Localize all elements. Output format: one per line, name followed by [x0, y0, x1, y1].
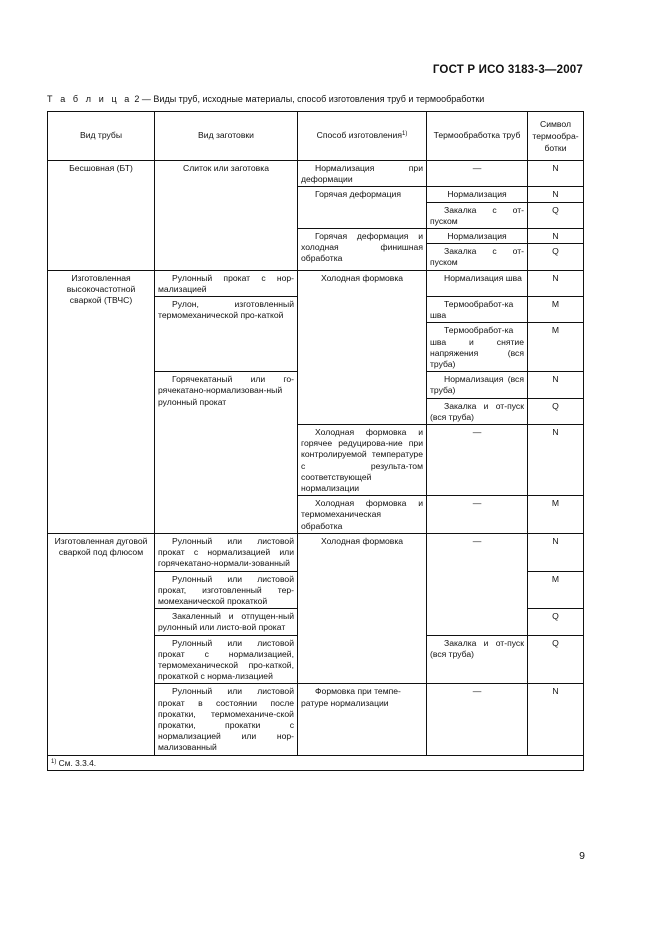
heat-treatment-cell: — [427, 425, 528, 496]
footnote-ref: 1) [402, 131, 408, 138]
method-cell: Формовка при темпе-ратуре нормализации [298, 684, 427, 755]
footnote-mark: 1) [51, 758, 57, 765]
symbol-cell: N [528, 684, 584, 755]
method-cell: Горячая деформация [298, 187, 427, 229]
symbol-cell: Q [528, 398, 584, 424]
method-cell: Нормализация при деформации [298, 161, 427, 187]
blank-cell: Рулонный прокат с нор-мализацией [155, 270, 298, 296]
blank-cell: Рулонный или листовой прокат с нормализацией или горячекатано-нормали-зованный [155, 533, 298, 571]
column-header-pipe-type: Вид трубы [48, 112, 155, 161]
blank-cell: Рулон, изготовленный термомеханической про-каткой [155, 297, 298, 372]
method-cell: Горячая деформация и холодная финишная обработка [298, 229, 427, 271]
blank-cell: Рулонный или листовой прокат с нормализацией, термомеханической про-каткой, прокаткой с норма-лизацией [155, 635, 298, 684]
column-header-symbol: Символ термообра-ботки [528, 112, 584, 161]
symbol-cell: Q [528, 635, 584, 684]
heat-treatment-cell: Нормализация шва [427, 270, 528, 296]
table-header-row [48, 112, 584, 161]
heat-treatment-cell: Нормализация [427, 229, 528, 244]
symbol-cell: Q [528, 202, 584, 228]
page-number: 9 [579, 850, 585, 862]
heat-treatment-cell: Нормализация (вся труба) [427, 372, 528, 398]
method-cell: Холодная формовка [298, 270, 427, 424]
heat-treatment-cell: Термообработ-ка шва [427, 297, 528, 323]
heat-treatment-cell: Закалка и от-пуск (вся труба) [427, 398, 528, 424]
column-header-blank-type: Вид заготовки [155, 112, 298, 161]
symbol-cell: N [528, 425, 584, 496]
method-cell: Холодная формовка и горячее редуцирова-ние при контролируемой температуре с результа-том соответствующей нормализации [298, 425, 427, 496]
table-caption-prefix: Т а б л и ц а [47, 94, 132, 104]
symbol-cell: Q [528, 244, 584, 270]
method-cell: Холодная формовка и термомеханическая обработка [298, 496, 427, 534]
symbol-cell: N [528, 270, 584, 296]
symbol-cell: N [528, 533, 584, 571]
heat-treatment-cell: — [427, 533, 528, 635]
symbol-cell: N [528, 187, 584, 202]
blank-cell: Рулонный или листовой прокат, изготовленный тер-момеханической прокаткой [155, 571, 298, 609]
document-header: ГОСТ Р ИСО 3183-3—2007 [432, 64, 583, 76]
footnote [48, 755, 584, 770]
table-row [48, 533, 584, 571]
symbol-cell: N [528, 229, 584, 244]
pipe-type-seamless: Бесшовная (БТ) [48, 161, 155, 271]
heat-treatment-cell: — [427, 684, 528, 755]
symbol-cell: M [528, 496, 584, 534]
table-row [48, 161, 584, 187]
footnote-text: См. 3.3.4. [56, 757, 97, 768]
symbol-cell: M [528, 323, 584, 372]
pipe-type-hf-welded: Изготовленная высокочастотной сваркой (ТВЧС) [48, 270, 155, 533]
heat-treatment-cell: Закалка и от-пуск (вся труба) [427, 635, 528, 684]
heat-treatment-cell: Закалка с от-пуском [427, 202, 528, 228]
blank-cell: Закаленный и отпущен-ный рулонный или листо-вой прокат [155, 609, 298, 635]
symbol-cell: M [528, 571, 584, 609]
heat-treatment-cell: — [427, 496, 528, 534]
blank-ingot: Слиток или заготовка [155, 161, 298, 271]
footnote-row [48, 755, 584, 770]
blank-cell: Рулонный или листовой прокат в состоянии после прокатки, термомеханиче-ской прокатки, прокатки с нормализацией или нор-мализованный [155, 684, 298, 755]
table-row [48, 270, 584, 296]
column-header-heat-treatment: Термообработка труб [427, 112, 528, 161]
symbol-cell: Q [528, 609, 584, 635]
symbol-cell: N [528, 161, 584, 187]
symbol-cell: M [528, 297, 584, 323]
pipe-types-table [47, 111, 584, 771]
column-header-method [298, 112, 427, 161]
heat-treatment-cell: Нормализация [427, 187, 528, 202]
pipe-type-saw: Изготовленная дуговой сваркой под флюсом [48, 533, 155, 755]
method-header-label: Способ изготовления [316, 130, 403, 141]
heat-treatment-cell: Закалка с от-пуском [427, 244, 528, 270]
heat-treatment-cell: Термообработ-ка шва и снятие напряжения (вся труба) [427, 323, 528, 372]
table-caption-text: 2 — Виды труб, исходные материалы, способ изготовления труб и термообработки [131, 94, 485, 104]
method-cell: Холодная формовка [298, 533, 427, 683]
heat-treatment-cell: — [427, 161, 528, 187]
symbol-cell: N [528, 372, 584, 398]
table-caption [47, 94, 484, 104]
blank-cell: Горячекатаный или го-рячекатано-нормализован-ный рулонный прокат [155, 372, 298, 534]
